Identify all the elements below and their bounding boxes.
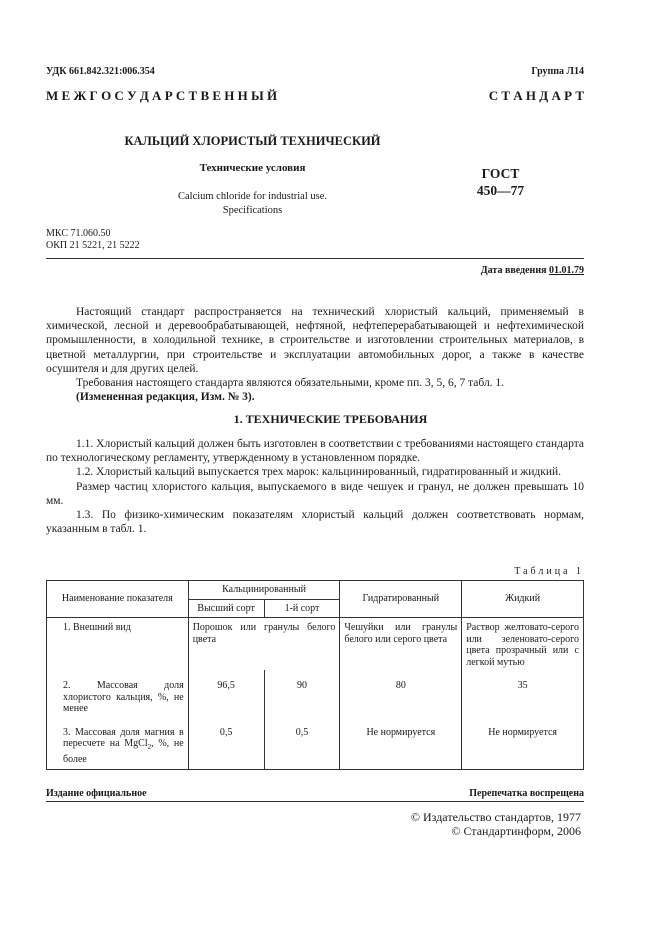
table-row — [47, 618, 584, 671]
col-indicator: Наименование показателя — [47, 581, 189, 618]
row-name-subscript: 2 — [147, 743, 152, 751]
english-subtitle: Specifications — [222, 205, 283, 216]
clause-1-2-size: Размер частиц хлористого кальция, выпускаемого в виде чешуек и гранул, не должен превышать 10 мм. — [46, 480, 584, 507]
table-row — [47, 670, 584, 717]
gost-label: ГОСТ — [481, 166, 520, 181]
official-edition: Издание официальное — [46, 788, 147, 799]
col-first-grade: 1-й сорт — [264, 599, 340, 618]
row-name-part: 3. Массовая доля магния в пересчете на MgCl — [63, 726, 184, 749]
english-title-block — [0, 190, 505, 218]
gost-number: 450—77 — [476, 183, 525, 198]
row-name: 2. Массовая доля хлористого кальция, %, не менее — [47, 670, 189, 717]
cell-calcined: Порошок или гранулы белого цвета — [188, 618, 340, 671]
cell-hydrated: Чешуйки или гранулы белого или серого цвета — [340, 618, 462, 671]
date-label: Дата введения — [480, 265, 547, 276]
gost-block — [448, 165, 553, 199]
copyright-line: © Стандартинформ, 2006 — [451, 824, 581, 838]
col-liquid: Жидкий — [462, 581, 584, 618]
amendment-note: (Измененная редакция, Изм. № 3). — [76, 391, 255, 404]
cell-hydrated: Не нормируется — [340, 717, 462, 770]
copyright-line: © Издательство стандартов, 1977 — [410, 810, 581, 824]
cell-liquid: 35 — [462, 670, 584, 717]
intro-paragraph: Настоящий стандарт распространяется на технический хлористый кальций, применяемый в химической, лесной и деревообрабатывающей, нефтяной, нефтеперерабатывающей и нефтехимической промышленности, в холодильной технике, в строительстве и изготовлении строительных материалов, в цветной металлургии, при строительстве и эксплуатации автомобильных дорог, а также в качестве осушителя и для других целей. — [46, 306, 584, 375]
okp-code: ОКП 21 5221, 21 5222 — [46, 240, 140, 251]
clause-1-3: 1.3. По физико-химическим показателям хлористый кальций должен соответствовать нормам, указанным в табл. 1. — [46, 509, 584, 536]
row-name — [47, 717, 189, 770]
copyright-block — [300, 810, 581, 838]
standard-banner — [46, 88, 584, 104]
cell-first-grade: 90 — [264, 670, 340, 717]
mks-code: МКС 71.060.50 — [46, 228, 111, 239]
cell-liquid: Не нормируется — [462, 717, 584, 770]
cell-top-grade: 0,5 — [188, 717, 264, 770]
footer-divider — [46, 801, 584, 802]
table-row — [47, 717, 584, 770]
specs-table — [46, 580, 584, 770]
intro-paragraph: Требования настоящего стандарта являются обязательными, кроме пп. 3, 5, 6, 7 табл. 1. — [76, 377, 505, 390]
classification-codes — [46, 228, 140, 252]
clause-1-1: 1.1. Хлористый кальций должен быть изготовлен в соответствии с требованиями настоящего стандарта по технологическому регламенту, утвержденному в установленном порядке. — [46, 438, 584, 465]
section-text — [46, 437, 584, 536]
table-caption: Таблица 1 — [514, 566, 584, 577]
banner-word-standard: С Т А Н Д А Р Т — [488, 88, 584, 103]
english-title: Calcium chloride for industrial use. — [177, 191, 327, 202]
document-subtitle: Технические условия — [199, 162, 306, 174]
row-name: 1. Внешний вид — [47, 618, 189, 671]
cell-hydrated: 80 — [340, 670, 462, 717]
intro-text — [46, 305, 584, 404]
col-hydrated: Гидратированный — [340, 581, 462, 618]
section-title: 1. ТЕХНИЧЕСКИЕ ТРЕБОВАНИЯ — [233, 412, 428, 426]
footer — [46, 788, 584, 799]
reprint-notice: Перепечатка воспрещена — [469, 788, 584, 799]
col-calcined: Кальцинированный — [188, 581, 340, 600]
udk-code: УДК 661.842.321:006.354 — [46, 66, 155, 77]
clause-1-2: 1.2. Хлористый кальций выпускается трех марок: кальцинированный, гидратированный и жидкий. — [76, 466, 562, 479]
group-code: Группа Л14 — [531, 66, 584, 77]
col-top-grade: Высший сорт — [188, 599, 264, 618]
date-value: 01.01.79 — [549, 265, 584, 276]
row-name-part: , %, не более — [63, 738, 184, 765]
effective-date — [300, 265, 584, 276]
cell-liquid: Раствор желтовато-серого или зеленовато-серого цвета прозрачный или с легкой мутью — [462, 618, 584, 671]
document-title: КАЛЬЦИЙ ХЛОРИСТЫЙ ТЕХНИЧЕСКИЙ — [124, 134, 381, 148]
divider — [46, 258, 584, 259]
cell-first-grade: 0,5 — [264, 717, 340, 770]
cell-top-grade: 96,5 — [188, 670, 264, 717]
banner-word-interstate: М Е Ж Г О С У Д А Р С Т В Е Н Н Ы Й — [46, 88, 278, 103]
